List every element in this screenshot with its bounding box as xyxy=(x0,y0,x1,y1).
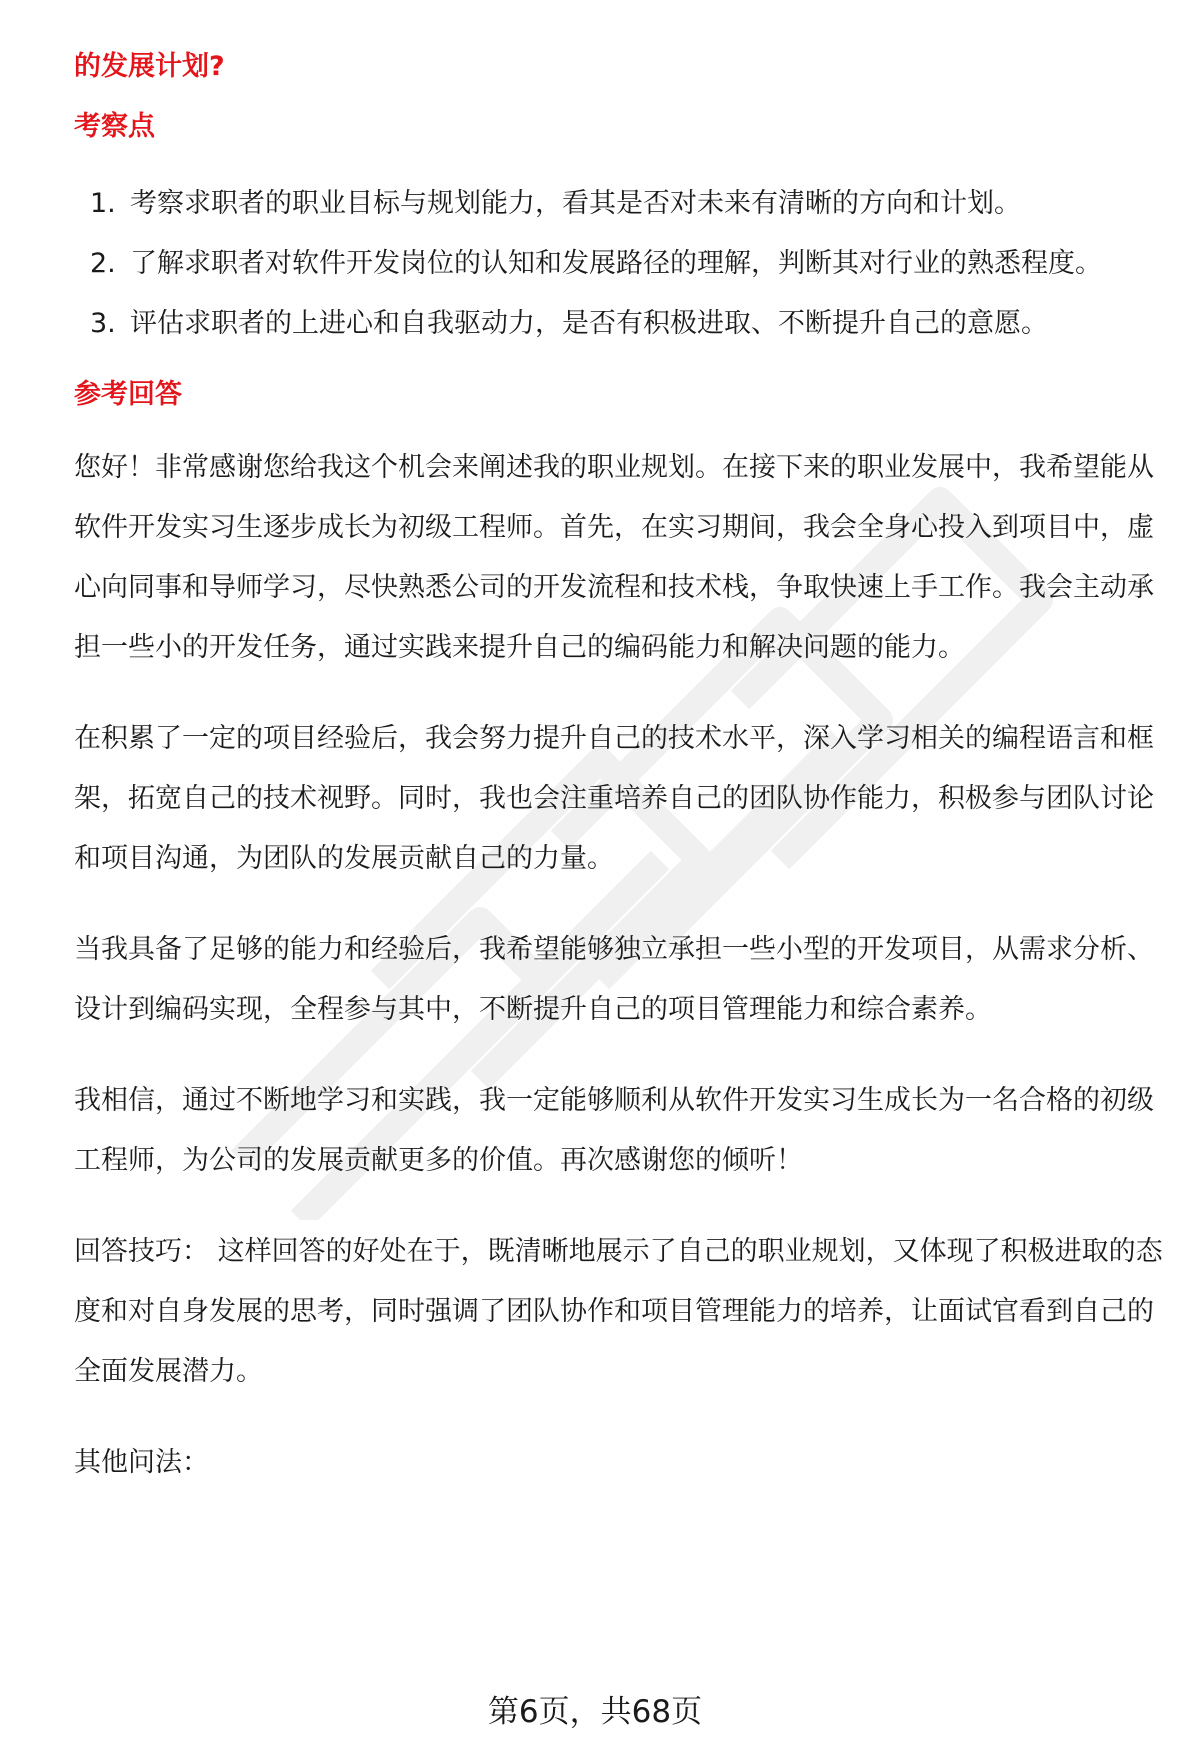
other-questions-label: 其他问法： xyxy=(74,1447,209,1478)
list-text: 了解求职者对软件开发岗位的认知和发展路径的理解，判断其对行业的熟悉程度。 xyxy=(130,248,1102,279)
answer-paragraph-4: 我相信，通过不断地学习和实践，我一定能够顺利从软件开发实习生成长为一名合格的初级工程师，为公司的发展贡献更多的价值。再次感谢您的倾听！ xyxy=(74,1085,1154,1176)
list-item xyxy=(74,234,1170,294)
answer-paragraph-1: 您好！非常感谢您给我这个机会来阐述我的职业规划。在接下来的职业发展中，我希望能从软件开发实习生逐步成长为初级工程师。首先，在实习期间，我会全身心投入到项目中，虚心向同事和导师学习，尽快熟悉公司的开发流程和技术栈，争取快速上手工作。我会主动承担一些小的开发任务，通过实践来提升自己的编码能力和解决问题的能力。 xyxy=(74,452,1154,663)
list-item xyxy=(74,294,1170,354)
list-text: 评估求职者的上进心和自我驱动力，是否有积极进取、不断提升自己的意愿。 xyxy=(130,308,1048,339)
document-content xyxy=(74,48,1170,1493)
list-number: 1. xyxy=(90,188,116,219)
answer-paragraph-3: 当我具备了足够的能力和经验后，我希望能够独立承担一些小型的开发项目，从需求分析、设计到编码实现，全程参与其中，不断提升自己的项目管理能力和综合素养。 xyxy=(74,934,1154,1025)
points-list xyxy=(74,174,1170,354)
answer-paragraph-2: 在积累了一定的项目经验后，我会努力提升自己的技术水平，深入学习相关的编程语言和框架，拓宽自己的技术视野。同时，我也会注重培养自己的团队协作能力，积极参与团队讨论和项目沟通，为团队的发展贡献自己的力量。 xyxy=(74,723,1154,874)
list-number: 3. xyxy=(90,308,116,339)
page-footer: 第6页，共68页 xyxy=(487,1694,703,1730)
answer-tips: 回答技巧： 这样回答的好处在于，既清晰地展示了自己的职业规划，又体现了积极进取的态度和对自身发展的思考，同时强调了团队协作和项目管理能力的培养，让面试官看到自己的全面发展潜力。 xyxy=(74,1236,1163,1387)
list-text: 考察求职者的职业目标与规划能力，看其是否对未来有清晰的方向和计划。 xyxy=(130,188,1021,219)
section-heading-points: 考察点 xyxy=(74,111,155,142)
section-heading-answer: 参考回答 xyxy=(74,379,182,410)
question-heading-continued: 的发展计划? xyxy=(74,51,225,82)
list-item xyxy=(74,174,1170,234)
list-number: 2. xyxy=(90,248,116,279)
